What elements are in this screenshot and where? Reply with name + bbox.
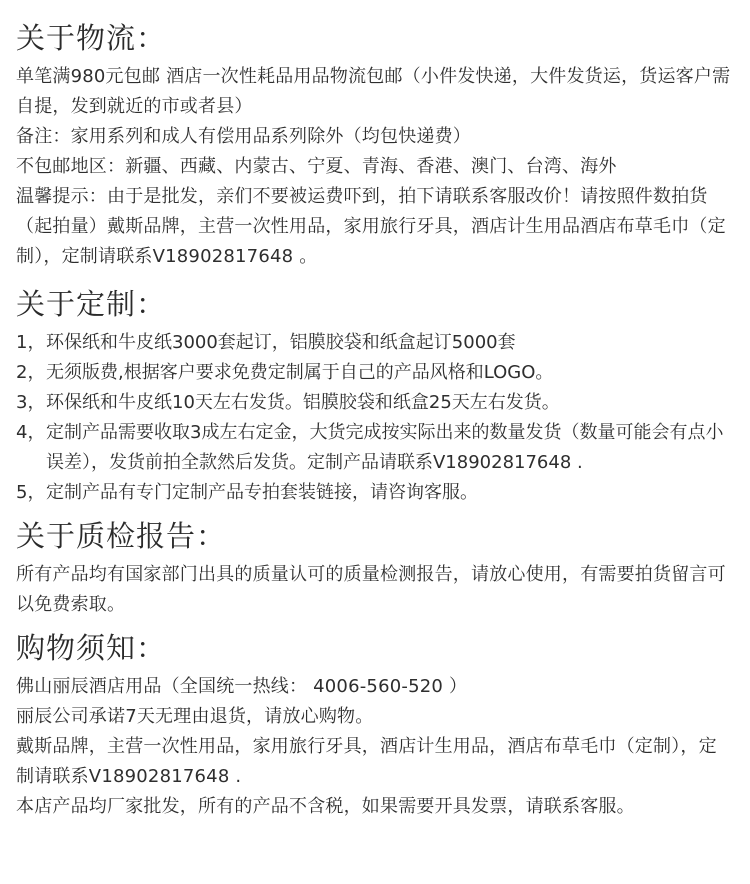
shopping-body [16,672,734,822]
custom-list-item [16,358,734,388]
logistics-title: 关于物流： [16,21,167,55]
report-section [16,516,734,620]
list-text: 环保纸和牛皮纸3000套起订，铝膜胶袋和纸盒起订5000套 [46,332,516,353]
logistics-line: 单笔满980元包邮 酒店一次性耗品用品物流包邮（小件发快递，大件发货运，货运客户需自提，发到就近的市或者县） [16,66,731,117]
report-title: 关于质检报告： [16,519,227,553]
shopping-line: 本店产品均厂家批发，所有的产品不含税，如果需要开具发票，请联系客服。 [16,796,635,817]
list-number: 1， [16,332,46,353]
custom-title: 关于定制： [16,287,167,321]
list-number: 5， [16,482,46,503]
custom-list [16,328,734,508]
custom-list-item [16,418,734,478]
list-number: 3， [16,392,46,413]
list-text: 无须版费,根据客户要求免费定制属于自己的产品风格和LOGO。 [46,362,554,383]
list-text: 环保纸和牛皮纸10天左右发货。铝膜胶袋和纸盒25天左右发货。 [46,392,560,413]
custom-list-item [16,478,734,508]
logistics-line: 备注：家用系列和成人有偿用品系列除外（均包快递费） [16,126,471,147]
custom-list-item [16,328,734,358]
logistics-line: 温馨提示：由于是批发，亲们不要被运费吓到，拍下请联系客服改价！请按照件数拍货（起拍量）戴斯品牌，主营一次性用品，家用旅行牙具，酒店计生用品酒店布草毛巾（定制），定制请联系V18902817648 。 [16,186,726,267]
logistics-section [16,18,734,272]
shopping-line: 丽辰公司承诺7天无理由退货，请放心购物。 [16,706,374,727]
custom-section [16,284,734,508]
list-number: 2， [16,362,46,383]
list-number: 4， [16,422,46,443]
shopping-line: 佛山丽辰酒店用品（全国统一热线： 4006-560-520 ） [16,676,468,697]
list-text: 定制产品需要收取3成左右定金，大货完成按实际出来的数量发货（数量可能会有点小误差），发货前拍全款然后发货。定制产品请联系V18902817648 . [46,422,724,473]
custom-list-item [16,388,734,418]
shopping-line: 戴斯品牌，主营一次性用品，家用旅行牙具，酒店计生用品，酒店布草毛巾（定制），定制请联系V18902817648 . [16,736,717,787]
shopping-section [16,628,734,822]
logistics-body [16,62,734,272]
shopping-title: 购物须知： [16,631,167,665]
logistics-line: 不包邮地区：新疆、西藏、内蒙古、宁夏、青海、香港、澳门、台湾、海外 [16,156,617,177]
report-line: 所有产品均有国家部门出具的质量认可的质量检测报告，请放心使用，有需要拍货留言可以免费索取。 [16,564,726,615]
report-body [16,560,734,620]
list-text: 定制产品有专门定制产品专拍套装链接，请咨询客服。 [46,482,478,503]
